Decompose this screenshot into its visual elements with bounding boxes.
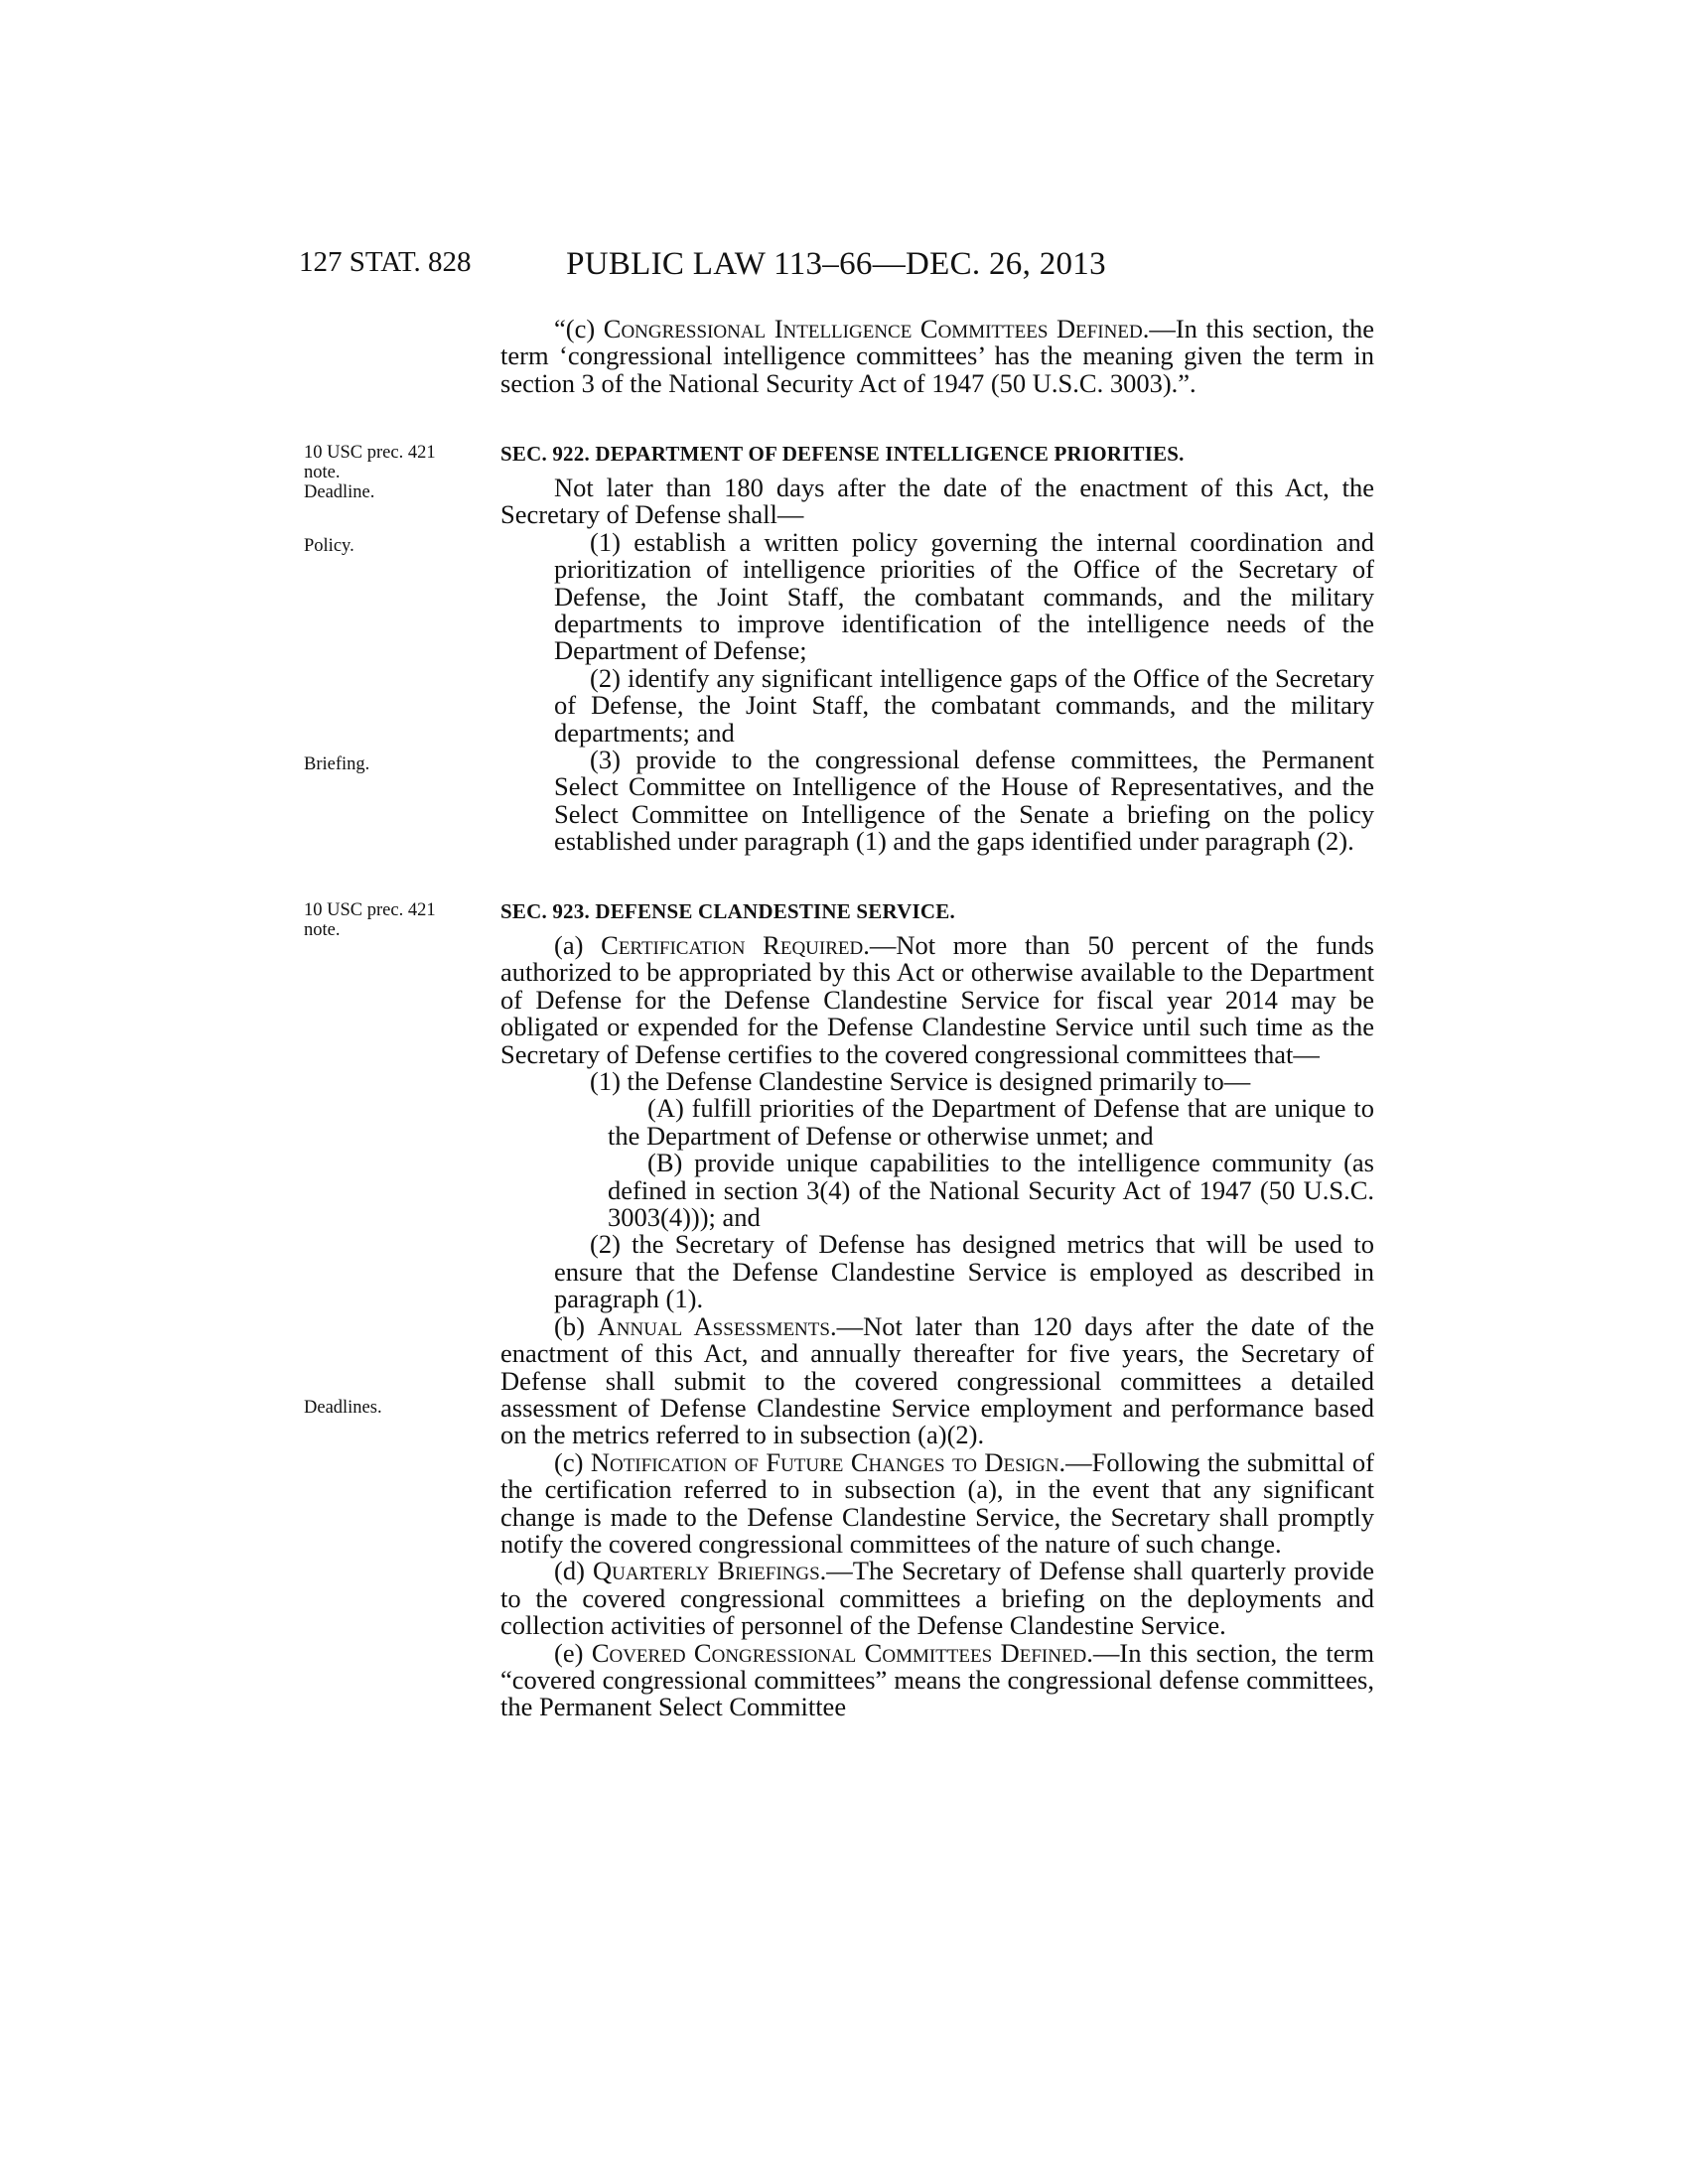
section-922-heading: SEC. 922. DEPARTMENT OF DEFENSE INTELLIGENCE PRIORITIES. (500, 442, 1185, 466)
subsection-c-previous: “(c) Congressional Intelligence Committees Defined.—In this section, the term ‘congressional intelligence committees’ has the meaning given the term in section 3 of the National Security Act of 1947 (50 U.S.C. 3003).”. (500, 314, 1374, 398)
section-922-para-2: (2) identify any significant intelligence gaps of the Office of the Secretary of Defense, the Joint Staff, the combatant commands, and the military departments; and (554, 662, 1374, 748)
subsection-a: (a) Certification Required.—Not more than 50 percent of the funds authorized to be appropriated by this Act or otherwise available to the Department of Defense for the Defense Clandestine Service for fiscal year 2014 may be obligated or expended for the Defense Clandestine Service until such time as the Secretary of Defense certifies to the covered congressional committees that— (500, 930, 1374, 1069)
subsection-e: (e) Covered Congressional Committees Defined.—In this section, the term “covered congressional committees” means the congressional defense committees, the Permanent Select Committee (500, 1637, 1374, 1722)
section-922-para-1: (1) establish a written policy governing the internal coordination and prioritization of intelligence priorities of the Office of the Secretary of Defense, the Joint Staff, the combatant commands, and the military departments to improve identification of the intelligence needs of the Department of Defense; (554, 526, 1374, 666)
margin-note-citation-923: 10 USC prec. 421 note. (304, 900, 436, 940)
subsection-a-subpara-B: (B) provide unique capabilities to the intelligence community (as defined in section 3(4) of the National Security Act of 1947 (50 U.S.C. 3003(4))); and (608, 1148, 1374, 1233)
margin-note-briefing: Briefing. (304, 754, 370, 774)
section-922-intro: Not later than 180 days after the date of the enactment of this Act, the Secretary of Defense shall— (500, 473, 1374, 530)
statute-page-number: 127 STAT. 828 (299, 246, 472, 278)
margin-note-citation-922: 10 USC prec. 421 note. Deadline. (304, 443, 483, 502)
subsection-c: (c) Notification of Future Changes to Design.—Following the submittal of the certification referred to in subsection (a), in the event that any significant change is made to the Defense Clandestine Service, the Secretary shall promptly notify the covered congressional committees of the nature of such change. (500, 1446, 1374, 1559)
subsection-heading: Congressional Intelligence Committees Defined (603, 314, 1143, 343)
margin-note-policy: Policy. (304, 536, 354, 556)
subsection-d: (d) Quarterly Briefings.—The Secretary of Defense shall quarterly provide to the covered congressional committees a briefing on the deployments and collection activities of personnel of the Defense Clandestine Service. (500, 1556, 1375, 1641)
margin-note-deadline: Deadline. (304, 482, 375, 502)
page-header (299, 246, 1373, 286)
page-title: PUBLIC LAW 113–66—DEC. 26, 2013 (566, 246, 1106, 282)
section-923-body (500, 932, 1374, 1721)
subsection-b: (b) Annual Assessments.—Not later than 120 days after the date of the enactment of this Act, and annually thereafter for five years, the Secretary of Defense shall submit to the covered congressional committees a detailed assessment of Defense Clandestine Service employment and performance based on the metrics referred to in subsection (a)(2). (500, 1310, 1374, 1450)
section-923-heading: SEC. 923. DEFENSE CLANDESTINE SERVICE. (500, 899, 955, 923)
subsection-a-subpara-A: (A) fulfill priorities of the Department of Defense that are unique to the Department of Defense or otherwise unmet; and (608, 1093, 1374, 1151)
subsection-a-para-1: (1) the Defense Clandestine Service is designed primarily to— (590, 1066, 1251, 1097)
section-922-para-3: (3) provide to the congressional defense committees, the Permanent Select Committee on Intelligence of the House of Representatives, and the Select Committee on Intelligence of the Senate a briefing on the policy established under paragraph (1) and the gaps identified under paragraph (2). (554, 745, 1374, 857)
section-922-body (500, 475, 1374, 856)
subsection-a-para-2: (2) the Secretary of Defense has designed metrics that will be used to ensure that the Defense Clandestine Service is employed as described in paragraph (1). (554, 1229, 1374, 1314)
margin-note-deadlines: Deadlines. (304, 1398, 382, 1418)
